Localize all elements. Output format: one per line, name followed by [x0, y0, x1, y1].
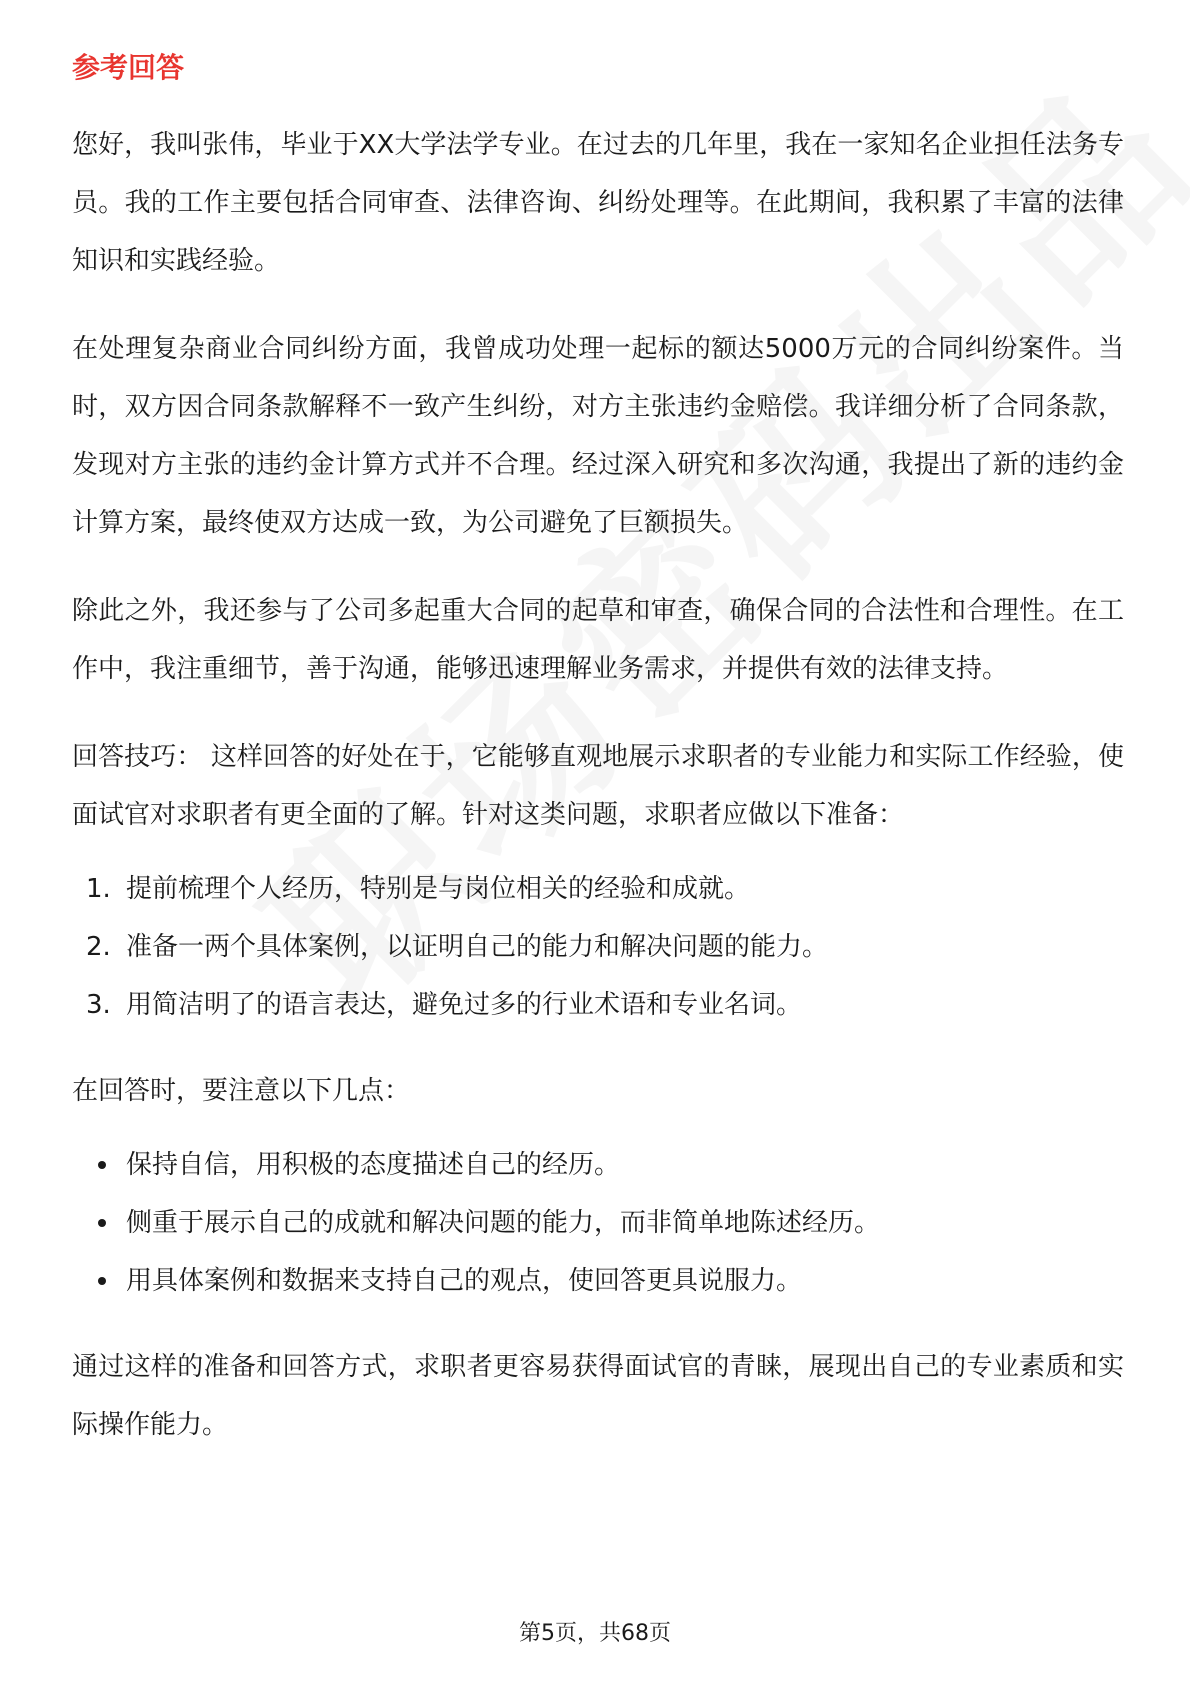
paragraph-tips: 回答技巧： 这样回答的好处在于，它能够直观地展示求职者的专业能力和实际工作经验，使面试官对求职者有更全面的了解。针对这类问题，求职者应做以下准备： — [72, 742, 1124, 830]
bullet-icon — [98, 1277, 106, 1285]
list-item — [98, 1136, 1124, 1194]
document-page — [72, 48, 1124, 1484]
list-item — [98, 1194, 1124, 1252]
list-item-text: 用简洁明了的语言表达，避免过多的行业术语和专业名词。 — [126, 990, 803, 1020]
list-number: 2. — [86, 932, 111, 962]
list-item — [86, 860, 1124, 918]
list-item — [86, 918, 1124, 976]
list-item — [98, 1252, 1124, 1310]
list-number: 1. — [86, 874, 111, 904]
paragraph-intro: 您好，我叫张伟，毕业于XX大学法学专业。在过去的几年里，我在一家知名企业担任法务专员。我的工作主要包括合同审查、法律咨询、纠纷处理等。在此期间，我积累了丰富的法律知识和实践经验。 — [72, 130, 1124, 276]
list-item — [86, 976, 1124, 1034]
list-item-text: 侧重于展示自己的成就和解决问题的能力，而非简单地陈述经历。 — [126, 1208, 881, 1238]
list-number: 3. — [86, 990, 111, 1020]
bullet-icon — [98, 1161, 106, 1169]
paragraph-other: 除此之外，我还参与了公司多起重大合同的起草和审查，确保合同的合法性和合理性。在工作中，我注重细节，善于沟通，能够迅速理解业务需求，并提供有效的法律支持。 — [72, 596, 1124, 684]
list-item-text: 用具体案例和数据来支持自己的观点，使回答更具说服力。 — [126, 1266, 803, 1296]
list-item-text: 准备一两个具体案例，以证明自己的能力和解决问题的能力。 — [126, 932, 829, 962]
section-title: 参考回答 — [72, 51, 185, 84]
numbered-list — [72, 860, 1124, 1034]
paragraph-case: 在处理复杂商业合同纠纷方面，我曾成功处理一起标的额达5000万元的合同纠纷案件。当时，双方因合同条款解释不一致产生纠纷，对方主张违约金赔偿。我详细分析了合同条款，发现对方主张的违约金计算方式并不合理。经过深入研究和多次沟通，我提出了新的违约金计算方案，最终使双方达成一致，为公司避免了巨额损失。 — [72, 334, 1124, 538]
list-item-text: 保持自信，用积极的态度描述自己的经历。 — [126, 1150, 621, 1180]
bullet-icon — [98, 1219, 106, 1227]
page-number: 第5页，共68页 — [519, 1621, 671, 1646]
list-item-text: 提前梳理个人经历，特别是与岗位相关的经验和成就。 — [126, 874, 751, 904]
paragraph-notes: 在回答时，要注意以下几点： — [72, 1076, 411, 1106]
bullet-list — [72, 1136, 1124, 1310]
paragraph-conclusion: 通过这样的准备和回答方式，求职者更容易获得面试官的青睐，展现出自己的专业素质和实际操作能力。 — [72, 1352, 1124, 1440]
